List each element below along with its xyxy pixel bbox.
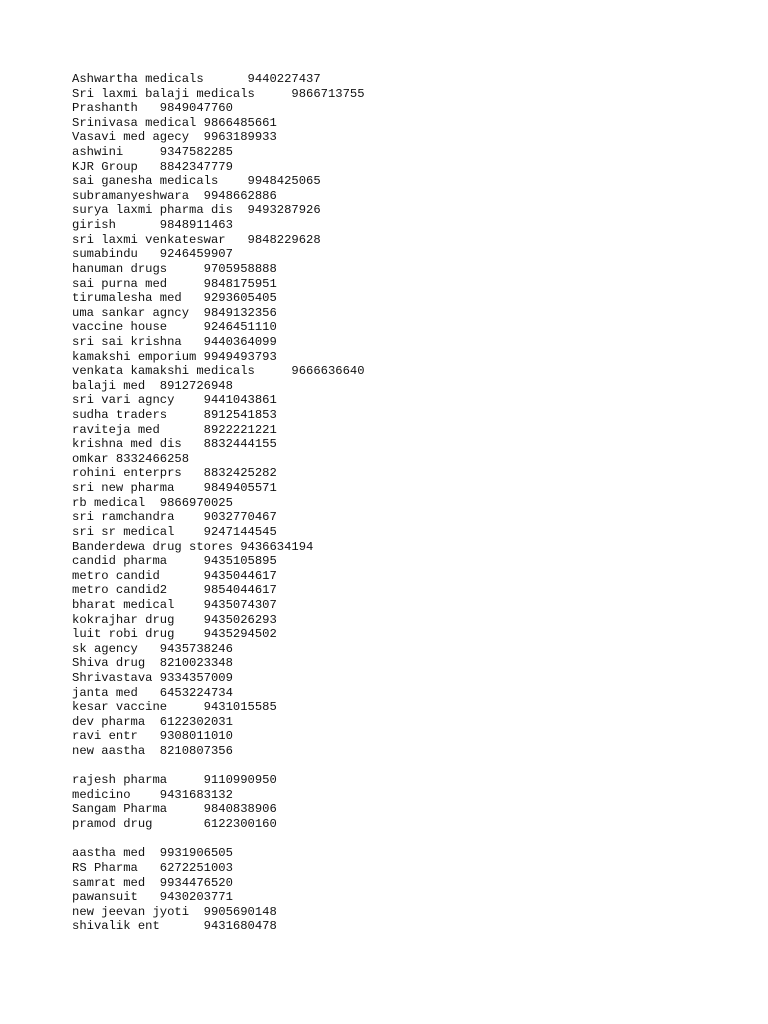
- contact-line: sai purna med 9848175951: [72, 276, 277, 291]
- contact-line: girish 9848911463: [72, 218, 233, 233]
- contact-line: balaji med 8912726948: [72, 378, 233, 393]
- contact-line: rb medical 9866970025: [72, 495, 233, 510]
- contact-line: omkar 8332466258: [72, 451, 190, 466]
- contact-line: Ashwartha medicals 9440227437: [72, 72, 321, 86]
- contact-line: raviteja med 8922221221: [72, 422, 277, 437]
- contact-line: Prashanth 9849047760: [72, 101, 233, 116]
- contact-line: janta med 6453224734: [72, 685, 233, 700]
- contact-line: surya laxmi pharma dis 9493287926: [72, 203, 321, 218]
- blank-line: [72, 759, 365, 774]
- contact-line: medicino 9431683132: [72, 787, 233, 802]
- contact-line: Srinivasa medical 9866485661: [72, 115, 277, 130]
- contact-line: sudha traders 8912541853: [72, 408, 277, 423]
- contact-line: KJR Group 8842347779: [72, 159, 233, 174]
- contact-line: krishna med dis 8832444155: [72, 437, 277, 452]
- contact-line: ravi entr 9308011010: [72, 729, 233, 744]
- contact-line: kokrajhar drug 9435026293: [72, 612, 277, 627]
- contact-line: new jeevan jyoti 9905690148: [72, 904, 277, 919]
- contact-line: dev pharma 6122302031: [72, 714, 233, 729]
- contact-line: sri sai krishna 9440364099: [72, 334, 277, 349]
- blank-line: [72, 832, 365, 847]
- contact-line: kesar vaccine 9431015585: [72, 700, 277, 715]
- contact-line: subramanyeshwara 9948662886: [72, 188, 277, 203]
- contact-line: vaccine house 9246451110: [72, 320, 277, 335]
- contact-line: metro candid 9435044617: [72, 568, 277, 583]
- contact-line: uma sankar agncy 9849132356: [72, 305, 277, 320]
- contact-line: sri vari agncy 9441043861: [72, 393, 277, 408]
- contact-line: Sangam Pharma 9840838906: [72, 802, 277, 817]
- contact-line: hanuman drugs 9705958888: [72, 261, 277, 276]
- contact-line: pramod drug 6122300160: [72, 817, 277, 832]
- contact-line: sri ramchandra 9032770467: [72, 510, 277, 525]
- contact-line: Shrivastava 9334357009: [72, 670, 233, 685]
- contact-line: ashwini 9347582285: [72, 145, 233, 160]
- contact-line: pawansuit 9430203771: [72, 890, 233, 905]
- contact-line: sri laxmi venkateswar 9848229628: [72, 232, 321, 247]
- contact-line: samrat med 9934476520: [72, 875, 233, 890]
- contact-list-document: [72, 72, 365, 934]
- contact-line: sai ganesha medicals 9948425065: [72, 174, 321, 189]
- contact-line: venkata kamakshi medicals 9666636640: [72, 364, 365, 379]
- contact-line: aastha med 9931906505: [72, 846, 233, 861]
- contact-line: bharat medical 9435074307: [72, 597, 277, 612]
- contact-line: RS Pharma 6272251003: [72, 860, 233, 875]
- contact-line: rajesh pharma 9110990950: [72, 773, 277, 788]
- contact-line: sk agency 9435738246: [72, 641, 233, 656]
- contact-line: sumabindu 9246459907: [72, 247, 233, 262]
- contact-line: shivalik ent 9431680478: [72, 919, 277, 934]
- contact-line: candid pharma 9435105895: [72, 554, 277, 569]
- contact-line: luit robi drug 9435294502: [72, 627, 277, 642]
- contact-line: sri sr medical 9247144545: [72, 524, 277, 539]
- contact-line: rohini enterprs 8832425282: [72, 466, 277, 481]
- contact-line: metro candid2 9854044617: [72, 583, 277, 598]
- contact-line: Vasavi med agecy 9963189933: [72, 130, 277, 145]
- contact-line: new aastha 8210807356: [72, 744, 233, 759]
- contact-line: Sri laxmi balaji medicals 9866713755: [72, 86, 365, 101]
- contact-line: Shiva drug 8210023348: [72, 656, 233, 671]
- contact-line: Banderdewa drug stores 9436634194: [72, 539, 314, 554]
- contact-line: kamakshi emporium 9949493793: [72, 349, 277, 364]
- contact-line: sri new pharma 9849405571: [72, 481, 277, 496]
- contact-line: tirumalesha med 9293605405: [72, 291, 277, 306]
